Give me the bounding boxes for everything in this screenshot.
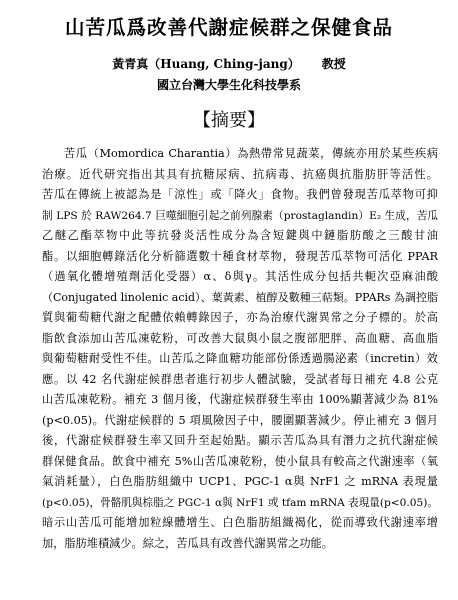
author-line bbox=[0, 55, 458, 72]
abstract-line: (p<0.05)。代謝症候群的 5 項風險因子中，腰圍顯著減少。停止補充 3 個月 bbox=[42, 413, 438, 427]
abstract-line: 質與葡萄糖代謝之配體依賴轉錄因子，亦為治療代謝異常之分子標的。於高 bbox=[42, 311, 438, 324]
abstract-line: 氣消耗量），白色脂肪組織中 UCP1、PGC-1 α與 NrF1 之 mRNA 表現量 bbox=[42, 475, 438, 488]
abstract-line: （過氧化體增殖劑活化受器）α、δ與γ。其活性成分包括共軛次亞麻油酸 bbox=[42, 270, 438, 283]
abstract-line: 制 LPS 於 RAW264.7 巨噬細胞引起之前列腺素（prostaglandin）E₂ 生成，苦瓜 bbox=[42, 209, 438, 222]
abstract-line: 苦瓜在傳統上被認為是「涼性」或「降火」食物。我們曾發現苦瓜萃物可抑 bbox=[42, 188, 438, 201]
abstract-line: 暗示山苦瓜可能增加粒線體增生、白色脂肪組織褐化，從而導致代謝速率增 bbox=[42, 516, 438, 529]
abstract-line: 脂飲食添加山苦瓜凍乾粉，可改善大鼠與小鼠之腹部肥胖、高血糖、高血脂 bbox=[42, 331, 438, 345]
abstract-line: 加，脂肪堆積減少。綜之，苦瓜具有改善代謝異常之功能。 bbox=[42, 536, 333, 550]
document-title: 山苦瓜爲改善代謝症候群之保健食品 bbox=[64, 16, 393, 39]
abstract-line: 乙醚乙酯萃物中此等抗發炎活性成分為含短鍵與中鏈脂肪酸之三酸甘油 bbox=[42, 229, 438, 242]
abstract-line: 應。以 42 名代謝症候群患者進行初步人體試驗，受試者每日補充 4.8 公克 bbox=[42, 372, 438, 386]
abstract-line: 與葡萄糖耐受性不佳。山苦瓜之降血糖功能部份係透過腸泌素（incretin）效 bbox=[42, 352, 438, 365]
abstract-line: （Conjugated linolenic acid）、葉黃素、植醇及數種三萜類。PPARs 為調控脂 bbox=[42, 290, 438, 304]
author-affiliation: 國立台灣大學生化科技學系 bbox=[156, 78, 301, 92]
abstract-line: 治療。近代研究指出其具有抗糖尿病、抗病毒、抗癌與抗脂肪肝等活性。 bbox=[42, 167, 438, 181]
author-position: 教授 bbox=[321, 57, 346, 71]
abstract-body bbox=[42, 144, 438, 554]
author-name: 黃青真（Huang, Ching-jang） bbox=[112, 57, 300, 71]
abstract-line: 酯。以細胞轉錄活化分析篩選數十種食材萃物，發現苦瓜萃物可活化 PPAR bbox=[42, 249, 438, 263]
abstract-line: 群保健食品。飲食中補充 5%山苦瓜凍乾粉，使小鼠具有較高之代謝速率（氧 bbox=[42, 454, 438, 468]
abstract-heading: 【摘要】 bbox=[193, 110, 265, 131]
abstract-line: 苦瓜（Momordica Charantia）為熱帶常見蔬菜，傳統亦用於某些疾病 bbox=[64, 147, 438, 160]
abstract-line: 山苦瓜凍乾粉。補充 3 個月後，代謝症候群發生率由 100%顯著減少為 81% bbox=[42, 393, 438, 406]
abstract-line: (p<0.05)，骨骼肌與棕脂之 PGC-1 α與 NrF1 或 tfam mRNA 表現量(p<0.05)。 bbox=[42, 496, 438, 509]
abstract-line: 後，代謝症候群發生率又回升至起始點。顯示苦瓜為具有潛力之抗代謝症候 bbox=[42, 434, 438, 447]
